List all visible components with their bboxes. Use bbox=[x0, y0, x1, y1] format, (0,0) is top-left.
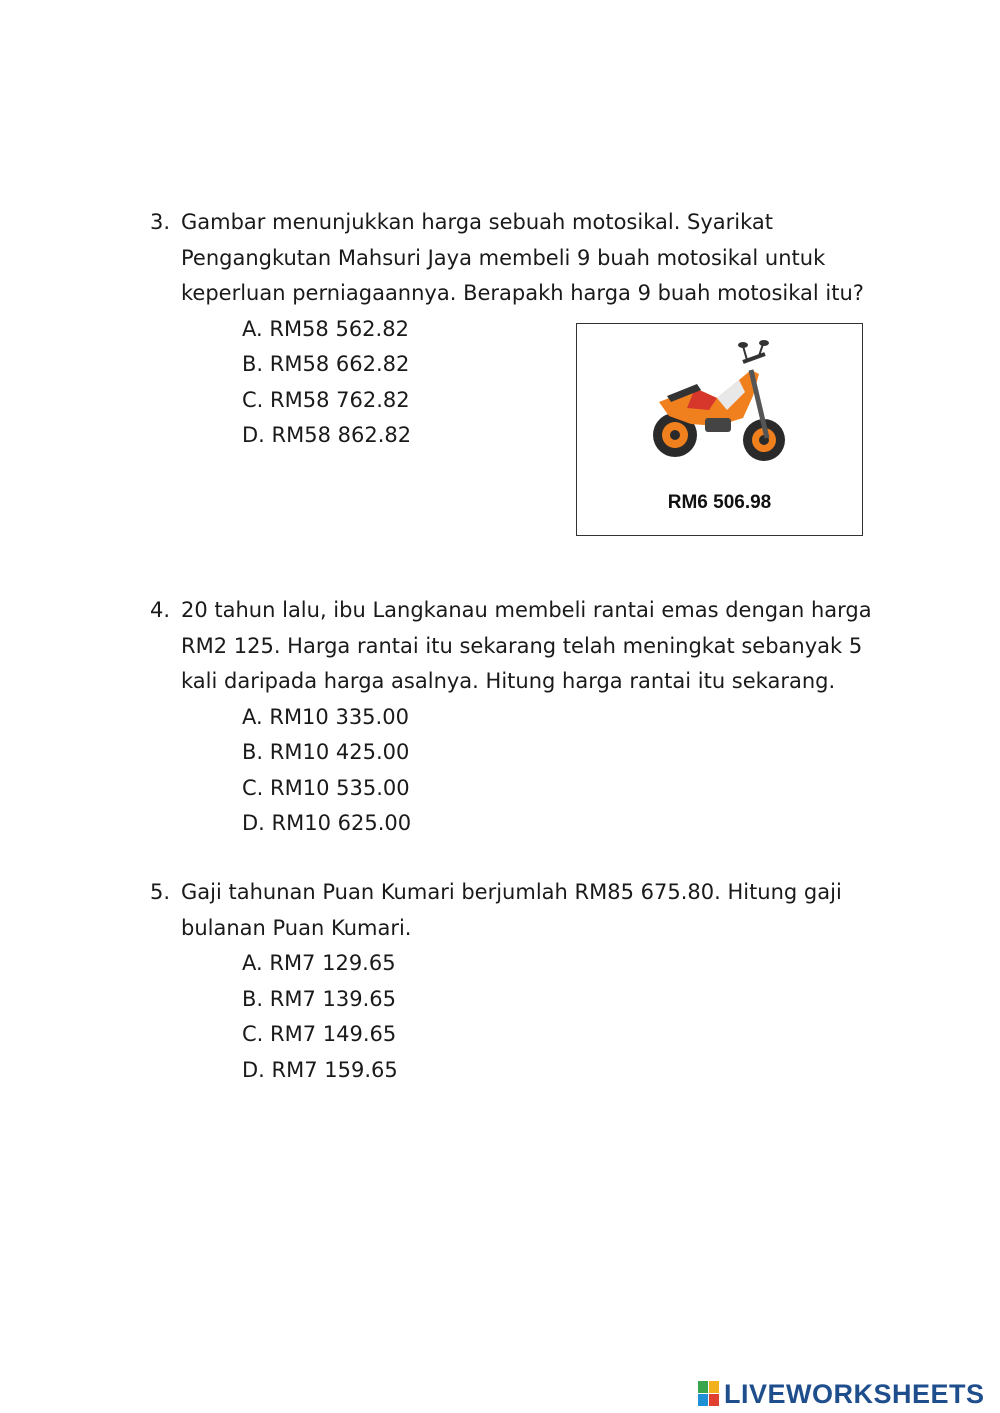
liveworksheets-logo-icon bbox=[698, 1381, 720, 1407]
question-number: 3. bbox=[150, 210, 171, 234]
motorcycle-image bbox=[647, 340, 792, 470]
question-line: kali daripada harga asalnya. Hitung harga rantai itu sekarang. bbox=[181, 669, 836, 693]
question-text bbox=[181, 593, 890, 700]
question-line: Pengangkutan Mahsuri Jaya membeli 9 buah motosikal untuk bbox=[181, 245, 826, 270]
question-line: RM2 125. Harga rantai itu sekarang telah meningkat sebanyak 5 bbox=[181, 633, 863, 658]
option-d[interactable]: D. RM7 159.65 bbox=[242, 1057, 398, 1082]
option-a[interactable]: A. RM7 129.65 bbox=[242, 951, 396, 975]
option-b[interactable]: B. RM10 425.00 bbox=[242, 740, 410, 764]
brand-name: LIVEWORKSHEETS bbox=[724, 1378, 985, 1409]
option-a[interactable]: A. RM10 335.00 bbox=[242, 704, 409, 729]
question-number: 4. bbox=[150, 598, 171, 622]
liveworksheets-logo[interactable] bbox=[698, 1377, 985, 1411]
question-text bbox=[181, 205, 890, 312]
option-c[interactable]: C. RM10 535.00 bbox=[242, 775, 410, 800]
question-5 bbox=[150, 875, 890, 1088]
option-d[interactable]: D. RM10 625.00 bbox=[242, 811, 412, 835]
option-b[interactable]: B. RM7 139.65 bbox=[242, 986, 396, 1011]
option-b[interactable]: B. RM58 662.82 bbox=[242, 352, 410, 376]
question-4 bbox=[150, 593, 890, 842]
option-d[interactable]: D. RM58 862.82 bbox=[242, 423, 412, 447]
question-line: keperluan perniagaannya. Berapakh harga 9 buah motosikal itu? bbox=[181, 281, 864, 305]
question-text bbox=[181, 875, 890, 946]
question-number: 5. bbox=[150, 880, 171, 904]
answer-options bbox=[242, 700, 890, 842]
question-line: bulanan Puan Kumari. bbox=[181, 915, 412, 940]
question-line: 20 tahun lalu, ibu Langkanau membeli rantai emas dengan harga bbox=[181, 598, 872, 622]
option-a[interactable]: A. RM58 562.82 bbox=[242, 316, 409, 341]
question-line: Gaji tahunan Puan Kumari berjumlah RM85 675.80. Hitung gaji bbox=[181, 880, 842, 904]
answer-options bbox=[242, 946, 890, 1088]
option-c[interactable]: C. RM58 762.82 bbox=[242, 387, 410, 412]
motorcycle-price: RM6 506.98 bbox=[667, 492, 772, 513]
question-line: Gambar menunjukkan harga sebuah motosikal. Syarikat bbox=[181, 210, 774, 234]
motorcycle-price-figure bbox=[576, 323, 863, 536]
option-c[interactable]: C. RM7 149.65 bbox=[242, 1022, 397, 1046]
